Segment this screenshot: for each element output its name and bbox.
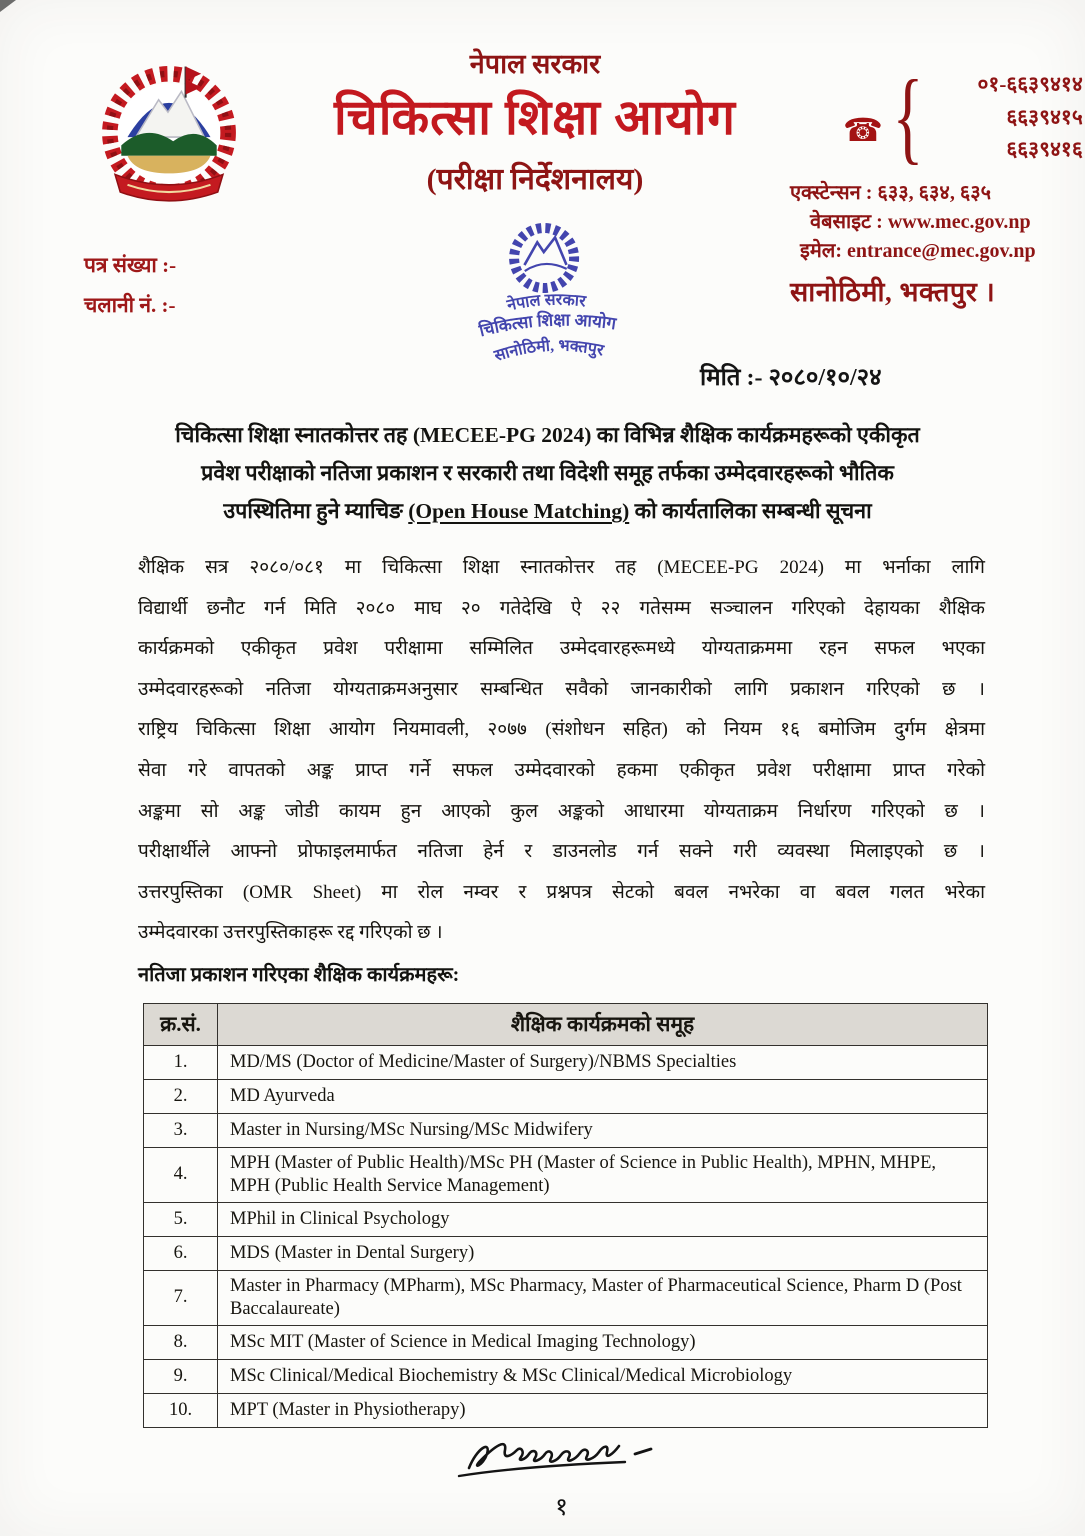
row-program: Master in Nursing/MSc Nursing/MSc Midwifery <box>218 1113 988 1147</box>
table-row <box>144 1079 988 1113</box>
row-program: MSc Clinical/Medical Biochemistry & MSc Clinical/Medical Microbiology <box>218 1359 988 1393</box>
row-program: MPT (Master in Physiotherapy) <box>218 1393 988 1427</box>
row-program: MDS (Master in Dental Surgery) <box>218 1236 988 1270</box>
body-line: शैक्षिक सत्र २०८०/०८१ मा चिकित्सा शिक्षा स्नातकोत्तर तह (MECEE-PG 2024) मा भर्नाका लागि <box>138 557 985 578</box>
table-row <box>144 1236 988 1270</box>
directorate-title: (परीक्षा निर्देशनालय) <box>426 163 644 196</box>
email-line <box>800 236 1036 263</box>
signature-block <box>138 1432 985 1523</box>
row-serial: 3. <box>144 1113 218 1147</box>
row-serial: 4. <box>144 1147 218 1202</box>
handwritten-signature <box>447 1432 677 1490</box>
phone-number-2: ६६३९४१५ <box>1006 104 1083 129</box>
body-line: उम्मेदवारका उत्तरपुस्तिकाहरू रद्द गरिएको छ । <box>138 922 443 944</box>
email-value: entrance@mec.gov.np <box>847 240 1036 262</box>
row-program: Master in Pharmacy (MPharm), MSc Pharmacy, Master of Pharmaceutical Science, Pharm D (Post Baccalaureate) <box>218 1270 988 1325</box>
table-row <box>144 1045 988 1079</box>
body-line: परीक्षार्थीले आफ्नो प्रोफाइलमार्फत नतिजा हेर्न र डाउनलोड गर्न सक्ने गरी व्यवस्था मिलाइएको छ । <box>138 841 985 863</box>
table-row <box>144 1202 988 1236</box>
table-row <box>144 1270 988 1325</box>
row-serial: 6. <box>144 1236 218 1270</box>
letterhead <box>255 44 815 198</box>
body-line: अङ्कमा सो अङ्क जोडी कायम हुन आएको कुल अङ्कको आधारमा योग्यताक्रम निर्धारण गरिएको छ । <box>138 800 985 822</box>
programs-table <box>143 1003 988 1428</box>
body-line: उत्तरपुस्तिका (OMR Sheet) मा रोल नम्वर र प्रश्नपत्र सेटको बवल नभरेका वा बवल गलत भरेका <box>138 881 985 903</box>
phone-number-3: ६६३९४१६ <box>1006 137 1083 162</box>
svg-text:सानोठिमी, भक्तपुर <box>491 333 607 366</box>
stamp-line-1: नेपाल सरकार <box>505 291 587 315</box>
letter-body <box>138 548 985 1523</box>
row-serial: 5. <box>144 1202 218 1236</box>
page-number: १ <box>554 1493 568 1521</box>
program-group-column-header: शैक्षिक कार्यक्रमको समूह <box>218 1003 988 1045</box>
nepal-emblem-icon <box>86 52 252 223</box>
address-line: सानोठिमी, भक्तपुर । <box>790 277 996 307</box>
scan-corner-artifact <box>0 0 16 12</box>
reference-labels <box>84 246 176 326</box>
website-label: वेबसाइट : <box>810 211 883 233</box>
stamp-line-3: सानोठिमी, भक्तपुर <box>492 337 606 365</box>
telephone-icon: ☎ <box>843 111 883 148</box>
website-line <box>810 207 1031 234</box>
government-title: नेपाल सरकार <box>469 49 601 79</box>
row-program: MD/MS (Doctor of Medicine/Master of Surgery)/NBMS Specialties <box>218 1045 988 1079</box>
row-serial: 8. <box>144 1325 218 1359</box>
dispatch-number-label: चलानी नं. :- <box>84 292 176 317</box>
row-serial: 9. <box>144 1359 218 1393</box>
serial-column-header: क्र.सं. <box>144 1003 218 1045</box>
subject-line-2: प्रवेश परीक्षाको नतिजा प्रकाशन र सरकारी तथा विदेशी समूह तर्फका उम्मेदवारहरूको भौतिक <box>201 461 894 485</box>
subject-heading <box>125 416 970 530</box>
table-row <box>144 1393 988 1427</box>
office-stamp <box>424 206 667 383</box>
table-row <box>144 1147 988 1202</box>
subject-line-3-pre: उपस्थितिमा हुने म्याचिङ <box>223 499 409 523</box>
phone-number-1: ०१-६६३९४१४ <box>977 72 1083 96</box>
subject-line-3 <box>125 492 970 530</box>
organization-title: चिकित्सा शिक्षा आयोग <box>333 90 737 145</box>
table-row <box>144 1113 988 1147</box>
body-line: कार्यक्रमको एकीकृत प्रवेश परीक्षामा सम्मिलित उम्मेदवारहरूमध्ये योग्यताक्रममा रहन सफल भएका <box>138 638 985 660</box>
table-header-row <box>144 1003 988 1045</box>
table-row <box>144 1359 988 1393</box>
open-house-matching-underlined: (Open House Matching) <box>408 499 630 523</box>
row-serial: 7. <box>144 1270 218 1325</box>
table-intro: नतिजा प्रकाशन गरिएका शैक्षिक कार्यक्रमहरू: <box>138 963 460 986</box>
brace-glyph: { <box>892 58 924 174</box>
subject-line-3-post: को कार्यतालिका सम्बन्धी सूचना <box>629 499 872 523</box>
body-line: उम्मेदवारहरूको नतिजा योग्यताक्रमअनुसार सम्बन्धित सवैको जानकारीको लागि प्रकाशन गरिएको छ । <box>138 678 985 700</box>
phone-block <box>843 58 1083 174</box>
email-label: इमेल: <box>800 240 843 262</box>
body-line: राष्ट्रिय चिकित्सा शिक्षा आयोग नियमावली, २०७७ (संशोधन सहित) को नियम १६ बमोजिम दुर्गम क्षेत्रमा <box>138 719 985 741</box>
extension-line: एक्स्टेन्सन : ६३३, ६३४, ६३५ <box>790 182 992 204</box>
row-serial: 2. <box>144 1079 218 1113</box>
row-serial: 1. <box>144 1045 218 1079</box>
date-line: मिति :- २०८०/१०/२४ <box>700 365 882 391</box>
body-line: विद्यार्थी छनौट गर्न मिति २०८० माघ २० गतेदेखि ऐ २२ गतेसम्म सञ्चालन गरिएको देहायका शैक्षिक <box>138 597 985 619</box>
phone-numbers <box>933 68 1083 166</box>
row-program: MPhil in Clinical Psychology <box>218 1202 988 1236</box>
row-program: MD Ayurveda <box>218 1079 988 1113</box>
row-serial: 10. <box>144 1393 218 1427</box>
website-value: www.mec.gov.np <box>887 211 1031 233</box>
table-row <box>144 1325 988 1359</box>
subject-line-1: चिकित्सा शिक्षा स्नातकोत्तर तह (MECEE-PG 2024) का विभिन्न शैक्षिक कार्यक्रमहरूको एकीकृत <box>175 423 920 447</box>
svg-text:चिकित्सा शिक्षा आयोग <box>476 306 620 341</box>
stamp-line-2: चिकित्सा शिक्षा आयोग <box>477 310 618 341</box>
letter-number-label: पत्र संख्या :- <box>84 253 177 277</box>
row-program: MPH (Master of Public Health)/MSc PH (Master of Science in Public Health), MPHN, MHPE, MPH (Public Health Service Management) <box>218 1147 988 1202</box>
body-line: सेवा गरे वापतको अङ्क प्राप्त गर्ने सफल उम्मेदवारको हकमा एकीकृत प्रवेश परीक्षामा प्राप्त गरेको <box>138 759 985 781</box>
row-program: MSc MIT (Master of Science in Medical Imaging Technology) <box>218 1325 988 1359</box>
